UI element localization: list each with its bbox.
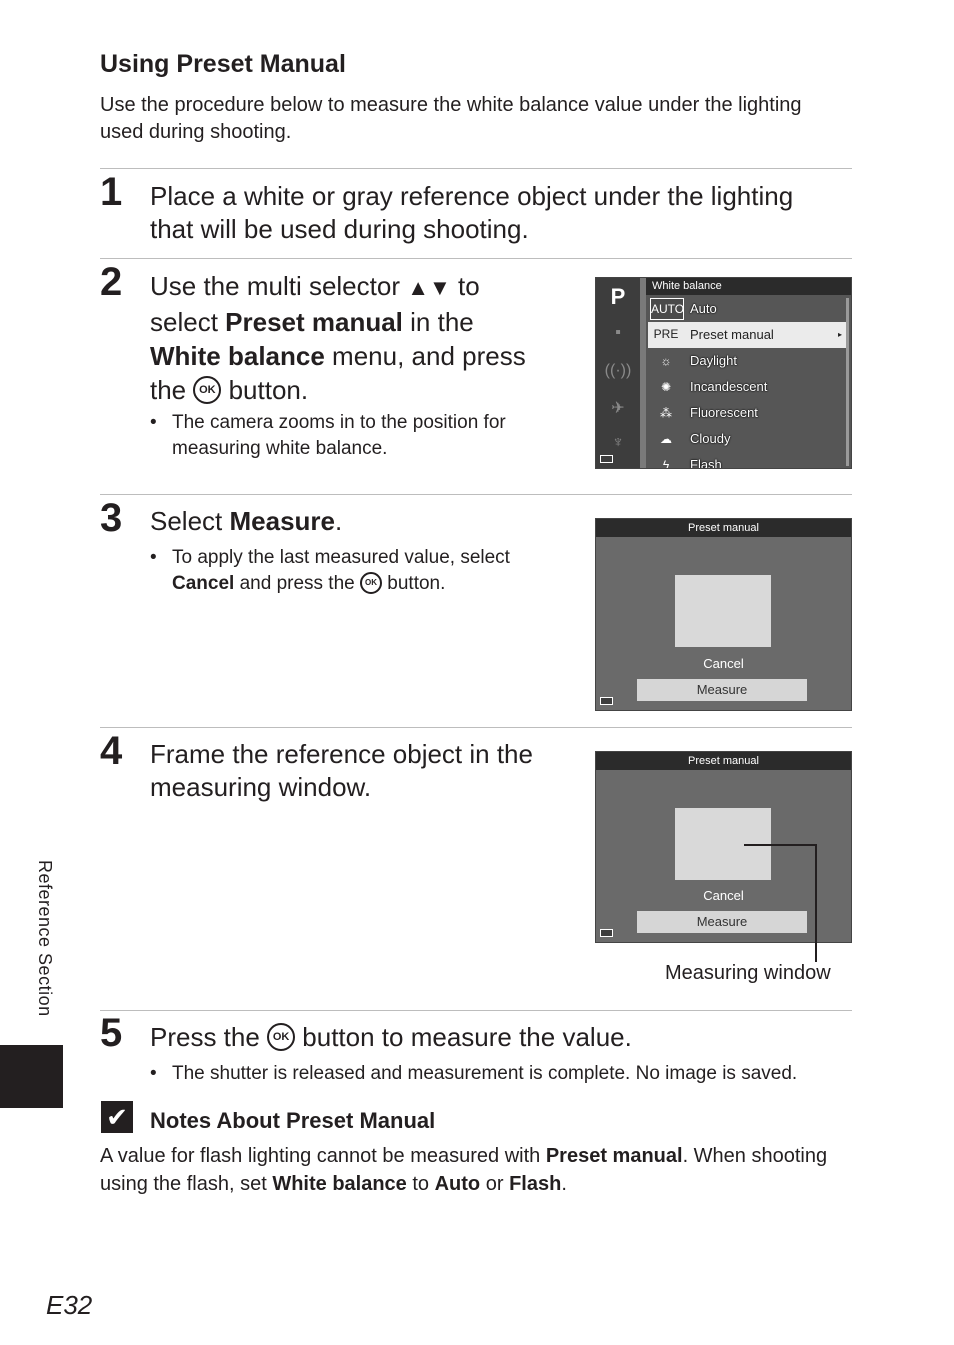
- step-3-bullet: [150, 545, 570, 597]
- wb-option-cloudy[interactable]: [648, 426, 846, 452]
- divider: [100, 168, 852, 169]
- divider: [100, 494, 852, 495]
- preset-manual-term: Preset manual: [225, 307, 403, 337]
- step-2-text-part: Use the multi selector: [150, 271, 408, 301]
- step-2-text-part: menu, and press: [324, 341, 526, 371]
- measuring-window-callout: Measuring window: [665, 962, 831, 984]
- measure-option[interactable]: Measure: [637, 911, 807, 933]
- step-3-number: 3: [100, 496, 123, 540]
- step-4-line-1: Frame the reference object in the: [150, 739, 533, 769]
- menu-sidebar: [596, 278, 640, 468]
- step-4-text: [150, 738, 533, 804]
- preset-icon: PRE: [650, 324, 682, 344]
- step-1-text: [150, 180, 793, 246]
- daylight-icon: ☼: [660, 354, 672, 368]
- white-balance-list: [648, 296, 846, 469]
- bullet-text: To apply the last measured value, select: [172, 547, 510, 568]
- wb-option-daylight[interactable]: [648, 348, 846, 374]
- side-tab-label: Reference Section: [35, 860, 55, 1017]
- callout-line: [815, 844, 817, 962]
- preset-manual-screen: [595, 518, 852, 711]
- wb-option-incandescent[interactable]: [648, 374, 846, 400]
- wb-option-label: Incandescent: [690, 379, 768, 394]
- flash-term: Flash: [509, 1173, 562, 1195]
- bullet-text: The camera zooms in to the position for: [172, 412, 506, 433]
- note-body: [100, 1142, 860, 1198]
- wb-option-label: Fluorescent: [690, 405, 758, 420]
- up-down-arrows-icon: ▲▼: [407, 275, 451, 300]
- setup-wrench-icon: ♆: [612, 434, 624, 451]
- step-3-text: [150, 505, 342, 538]
- bullet-text: button.: [382, 573, 446, 594]
- wifi-icon: ((·)): [604, 362, 632, 379]
- location-icon: ✈: [611, 400, 625, 417]
- step-2-bullet: [150, 410, 550, 462]
- cancel-option[interactable]: Cancel: [703, 888, 744, 903]
- step-2-text-part: in the: [402, 307, 474, 337]
- note-text: using the flash, set: [100, 1173, 273, 1195]
- cloudy-icon: ☁: [660, 432, 672, 446]
- cancel-term: Cancel: [172, 573, 235, 594]
- battery-icon: [600, 929, 613, 937]
- step-4-line-2: measuring window.: [150, 772, 372, 802]
- fluorescent-icon: ⁂: [660, 406, 672, 420]
- step-4-number: 4: [100, 729, 123, 773]
- wb-option-label: Auto: [690, 301, 717, 316]
- white-balance-term: White balance: [272, 1173, 407, 1195]
- step-5-number: 5: [100, 1011, 123, 1055]
- note-title: Notes About Preset Manual: [150, 1108, 436, 1133]
- ok-button-icon: OK: [360, 572, 382, 594]
- scrollbar: [846, 298, 849, 466]
- sidebar-divider: [640, 278, 646, 468]
- flash-icon: ϟ: [662, 458, 670, 469]
- ok-button-icon: OK: [193, 376, 221, 404]
- wb-option-flash[interactable]: [648, 452, 846, 469]
- bullet-dot: •: [150, 547, 157, 568]
- step-3-text-part: .: [335, 506, 343, 536]
- step-1-number: 1: [100, 170, 123, 214]
- step-2-text-part: button.: [221, 375, 309, 405]
- step-2-text-part: to: [450, 271, 480, 301]
- white-balance-menu-screen: [595, 277, 852, 469]
- preset-manual-term: Preset manual: [545, 1145, 683, 1167]
- step-5-bullet: [150, 1061, 840, 1087]
- page-number: E32: [46, 1290, 93, 1320]
- menu-title: White balance: [646, 278, 851, 295]
- step-2-text: [150, 269, 526, 407]
- cancel-option[interactable]: Cancel: [703, 656, 744, 671]
- note-text: . When shooting: [682, 1145, 828, 1167]
- auto-term: Auto: [434, 1173, 481, 1195]
- wb-option-label: Preset manual: [690, 327, 774, 342]
- bullet-dot: •: [150, 1063, 157, 1084]
- divider: [100, 727, 852, 728]
- preset-manual-screen-framing: [595, 751, 852, 943]
- wb-option-auto[interactable]: [648, 296, 846, 322]
- bullet-dot: •: [150, 412, 157, 433]
- callout-line: [744, 844, 817, 846]
- divider: [100, 1010, 852, 1011]
- step-5-text-part: Press the: [150, 1022, 268, 1052]
- screen-title: Preset manual: [596, 752, 851, 770]
- ok-button-icon: OK: [267, 1023, 295, 1051]
- note-text: A value for flash lighting cannot be measured with: [100, 1145, 546, 1167]
- wb-option-preset-manual[interactable]: [648, 322, 846, 348]
- step-2-number: 2: [100, 260, 123, 304]
- step-1-line-2: that will be used during shooting.: [150, 214, 529, 244]
- step-2-text-part: select: [150, 307, 226, 337]
- submenu-arrow-icon: ▸: [837, 330, 842, 339]
- measuring-window: [675, 575, 771, 647]
- wb-option-label: Flash: [690, 457, 722, 469]
- movie-icon: ▪: [615, 324, 621, 341]
- section-intro: Use the procedure below to measure the white balance value under the lighting used during shooting.: [100, 94, 802, 143]
- measure-option[interactable]: Measure: [637, 679, 807, 701]
- wb-option-label: Daylight: [690, 353, 737, 368]
- screen-title: Preset manual: [596, 519, 851, 537]
- checkmark-note-icon: ✔: [101, 1101, 133, 1133]
- shooting-mode-icon: P: [610, 284, 626, 309]
- step-2-text-part: the: [150, 375, 194, 405]
- side-tab-marker: [0, 1045, 63, 1108]
- note-text: to: [406, 1173, 435, 1195]
- section-title: Using Preset Manual: [100, 50, 346, 78]
- battery-icon: [600, 697, 613, 705]
- step-5-text: [150, 1021, 632, 1054]
- divider: [100, 258, 852, 259]
- bullet-text: measuring white balance.: [172, 438, 388, 459]
- bullet-text: and press the: [234, 573, 361, 594]
- step-1-line-1: Place a white or gray reference object under the lighting: [150, 181, 794, 211]
- note-text: .: [561, 1173, 567, 1195]
- battery-icon: [600, 455, 613, 463]
- step-3-text-part: Select: [150, 506, 230, 536]
- wb-option-label: Cloudy: [690, 431, 731, 446]
- note-text: or: [480, 1173, 510, 1195]
- wb-option-fluorescent[interactable]: [648, 400, 846, 426]
- white-balance-term: White balance: [150, 341, 325, 371]
- step-5-text-part: button to measure the value.: [295, 1022, 632, 1052]
- bullet-text: The shutter is released and measurement is complete. No image is saved.: [172, 1063, 798, 1084]
- incandescent-icon: ✺: [660, 380, 672, 394]
- measure-term: Measure: [229, 506, 335, 536]
- auto-icon: AUTO: [650, 298, 684, 320]
